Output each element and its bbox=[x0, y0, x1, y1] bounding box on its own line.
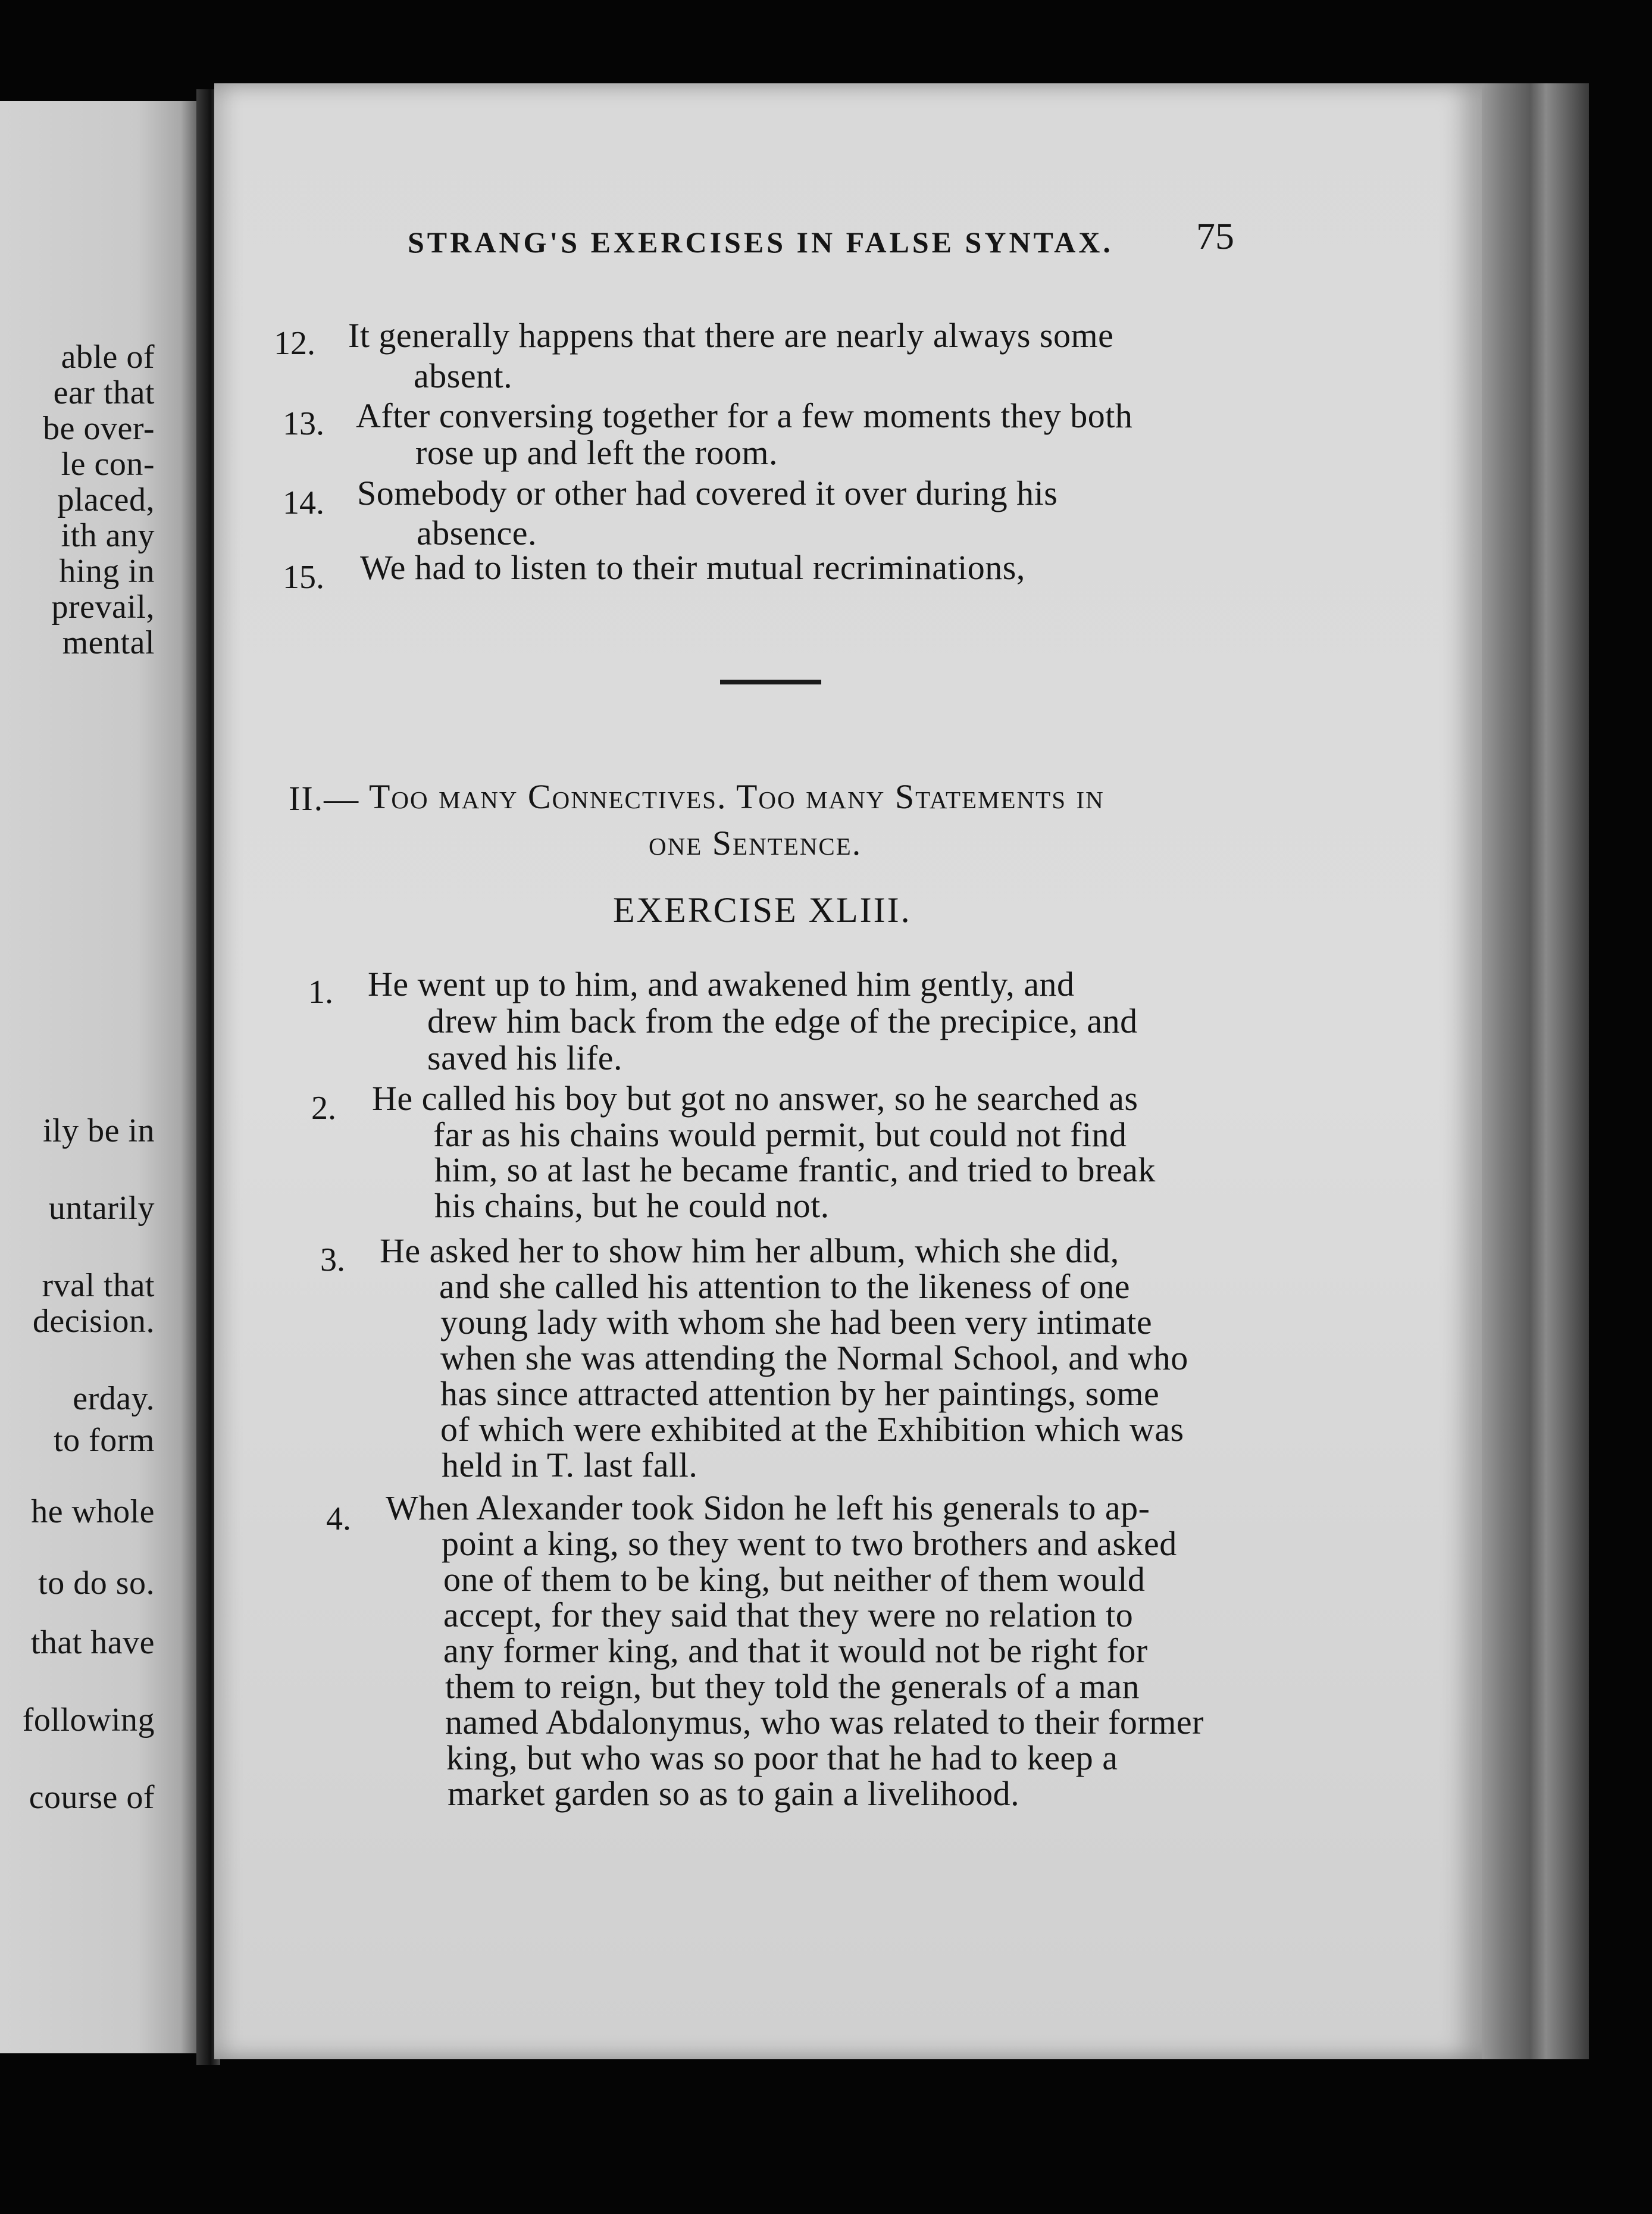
item-line: He went up to him, and awakened him gently, and bbox=[368, 965, 1075, 1003]
item-line: when she was attending the Normal School, and who bbox=[440, 1339, 1188, 1377]
item-line: rose up and left the room. bbox=[415, 433, 778, 472]
left-page-line: to do so. bbox=[38, 1565, 155, 1602]
item-line: king, but who was so poor that he had to keep a bbox=[446, 1738, 1118, 1777]
left-page-line: mental bbox=[62, 624, 155, 661]
left-page-line: be over- bbox=[43, 410, 155, 447]
item-line: has since attracted attention by her paintings, some bbox=[440, 1374, 1160, 1413]
item-line: accept, for they said that they were no relation to bbox=[443, 1596, 1134, 1634]
item-line: He asked her to show him her album, which she did, bbox=[380, 1231, 1119, 1270]
item-number: 15. bbox=[283, 559, 324, 596]
left-page-line: hing in bbox=[59, 553, 155, 590]
item-line: drew him back from the edge of the precipice, and bbox=[427, 1002, 1138, 1040]
left-page-line: that have bbox=[30, 1624, 155, 1661]
left-facing-page bbox=[0, 101, 196, 2053]
section-numeral: II.— bbox=[289, 779, 360, 818]
left-page-line: he whole bbox=[31, 1493, 155, 1530]
item-line: absence. bbox=[417, 514, 537, 552]
item-line: far as his chains would permit, but could not find bbox=[433, 1115, 1127, 1154]
item-line: named Abdalonymus, who was related to their former bbox=[445, 1703, 1204, 1741]
left-page-line: to form bbox=[54, 1422, 155, 1459]
item-number: 2. bbox=[311, 1090, 336, 1127]
item-line: It generally happens that there are nearly always some bbox=[348, 316, 1114, 355]
item-number: 1. bbox=[308, 974, 333, 1011]
left-page-line: course of bbox=[29, 1779, 155, 1816]
page-edge-stack bbox=[1482, 83, 1589, 2059]
left-page-line: le con- bbox=[61, 446, 155, 483]
exercise-title: EXERCISE XLIII. bbox=[613, 890, 912, 930]
item-line: one of them to be king, but neither of them would bbox=[443, 1560, 1146, 1599]
item-line: Somebody or other had covered it over during his bbox=[357, 474, 1058, 512]
item-number: 4. bbox=[326, 1500, 351, 1537]
item-line: of which were exhibited at the Exhibition which was bbox=[440, 1410, 1184, 1449]
left-page-line: ith any bbox=[61, 517, 155, 554]
item-line: him, so at last he became frantic, and tried to break bbox=[434, 1150, 1156, 1189]
item-line: saved his life. bbox=[427, 1039, 623, 1077]
item-line: any former king, and that it would not be right for bbox=[443, 1631, 1148, 1670]
left-page-line: untarily bbox=[48, 1190, 155, 1227]
item-line: market garden so as to gain a livelihood. bbox=[448, 1774, 1020, 1813]
item-number: 3. bbox=[320, 1242, 345, 1278]
item-line: When Alexander took Sidon he left his generals to ap- bbox=[386, 1488, 1150, 1527]
left-page-line: placed, bbox=[57, 481, 155, 518]
item-line: He called his boy but got no answer, so he searched as bbox=[372, 1079, 1138, 1118]
section-rule bbox=[720, 680, 821, 684]
item-line: After conversing together for a few moments they both bbox=[356, 396, 1133, 435]
left-page-line: prevail, bbox=[51, 589, 155, 626]
item-line: point a king, so they went to two brothers and asked bbox=[442, 1524, 1177, 1563]
left-page-line: following bbox=[22, 1702, 155, 1738]
item-line: absent. bbox=[414, 357, 513, 395]
item-line: young lady with whom she had been very intimate bbox=[440, 1303, 1153, 1341]
left-page-line: rval that bbox=[42, 1267, 155, 1304]
left-page-line: decision. bbox=[32, 1303, 155, 1340]
item-number: 13. bbox=[283, 405, 324, 442]
section-heading-line2: one Sentence. bbox=[649, 824, 862, 862]
left-page-line: erday. bbox=[73, 1380, 155, 1417]
item-line: his chains, but he could not. bbox=[434, 1186, 830, 1225]
running-head: STRANG'S EXERCISES IN FALSE SYNTAX. bbox=[408, 226, 1113, 259]
left-page-line: ear that bbox=[53, 374, 155, 411]
page-number: 75 bbox=[1196, 215, 1234, 257]
item-line: held in T. last fall. bbox=[442, 1446, 698, 1484]
left-page-line: able of bbox=[61, 339, 155, 376]
left-page-line: ily be in bbox=[42, 1112, 155, 1149]
item-line: and she called his attention to the likeness of one bbox=[439, 1267, 1131, 1306]
section-heading-line1: Too many Connectives. Too many Statements in bbox=[369, 777, 1105, 816]
item-number: 12. bbox=[274, 325, 315, 362]
item-number: 14. bbox=[283, 484, 324, 521]
item-line: We had to listen to their mutual recriminations, bbox=[360, 548, 1025, 587]
item-line: them to reign, but they told the generals of a man bbox=[445, 1667, 1140, 1706]
